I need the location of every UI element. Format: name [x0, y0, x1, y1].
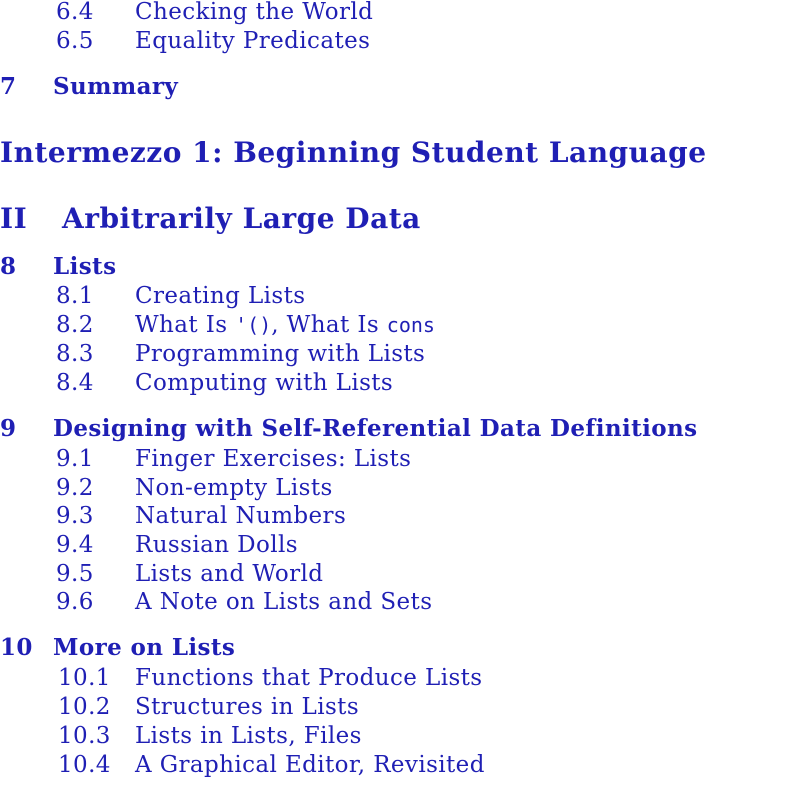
section-number: 8.3 [56, 341, 94, 367]
chapter-title: Designing with Self-Referential Data Definitions [53, 415, 698, 442]
section-number: 8.2 [56, 312, 94, 338]
chapter-number: 7 [0, 73, 17, 100]
chapter-number: 8 [0, 253, 17, 280]
code-cons: cons [386, 313, 435, 337]
section-title: Checking the World [135, 0, 374, 25]
section-number: 6.5 [56, 28, 94, 54]
section-title: Equality Predicates [135, 28, 371, 54]
section-title: Functions that Produce Lists [135, 665, 483, 691]
section-number: 9.4 [56, 532, 94, 558]
section-title: Natural Numbers [135, 503, 347, 529]
chapter-number: 9 [0, 415, 17, 442]
chapter-title: Summary [53, 73, 179, 100]
chapter-number: 10 [0, 634, 33, 661]
section-number: 8.1 [56, 283, 94, 309]
section-title: A Note on Lists and Sets [135, 589, 433, 615]
section-number: 9.1 [56, 446, 94, 472]
section-title [135, 311, 435, 339]
section-title: Russian Dolls [135, 532, 298, 558]
section-title-part: What Is [135, 312, 236, 338]
section-title: Creating Lists [135, 283, 306, 309]
section-number: 8.4 [56, 370, 94, 396]
section-number: 9.5 [56, 561, 94, 587]
section-number: 10.4 [58, 752, 111, 778]
section-title: Computing with Lists [135, 370, 394, 396]
section-title: A Graphical Editor, Revisited [135, 752, 485, 778]
section-number: 10.2 [58, 694, 111, 720]
section-number: 9.6 [56, 589, 94, 615]
code-empty-list: '() [235, 313, 272, 337]
section-title: Non-empty Lists [135, 475, 333, 501]
section-title: Structures in Lists [135, 694, 360, 720]
section-number: 10.1 [58, 665, 111, 691]
section-title: Finger Exercises: Lists [135, 446, 412, 472]
intermezzo-title: Intermezzo 1: Beginning Student Language [0, 136, 707, 169]
section-title-part: , What Is [271, 312, 387, 338]
section-title: Lists in Lists, Files [135, 723, 362, 749]
part-number: II [0, 202, 28, 235]
section-title: Programming with Lists [135, 341, 426, 367]
section-number: 10.3 [58, 723, 111, 749]
chapter-title: Lists [53, 253, 117, 280]
section-number: 6.4 [56, 0, 94, 25]
section-number: 9.2 [56, 475, 94, 501]
chapter-title: More on Lists [53, 634, 236, 661]
section-number: 9.3 [56, 503, 94, 529]
section-title: Lists and World [135, 561, 324, 587]
part-title: Arbitrarily Large Data [62, 202, 421, 235]
